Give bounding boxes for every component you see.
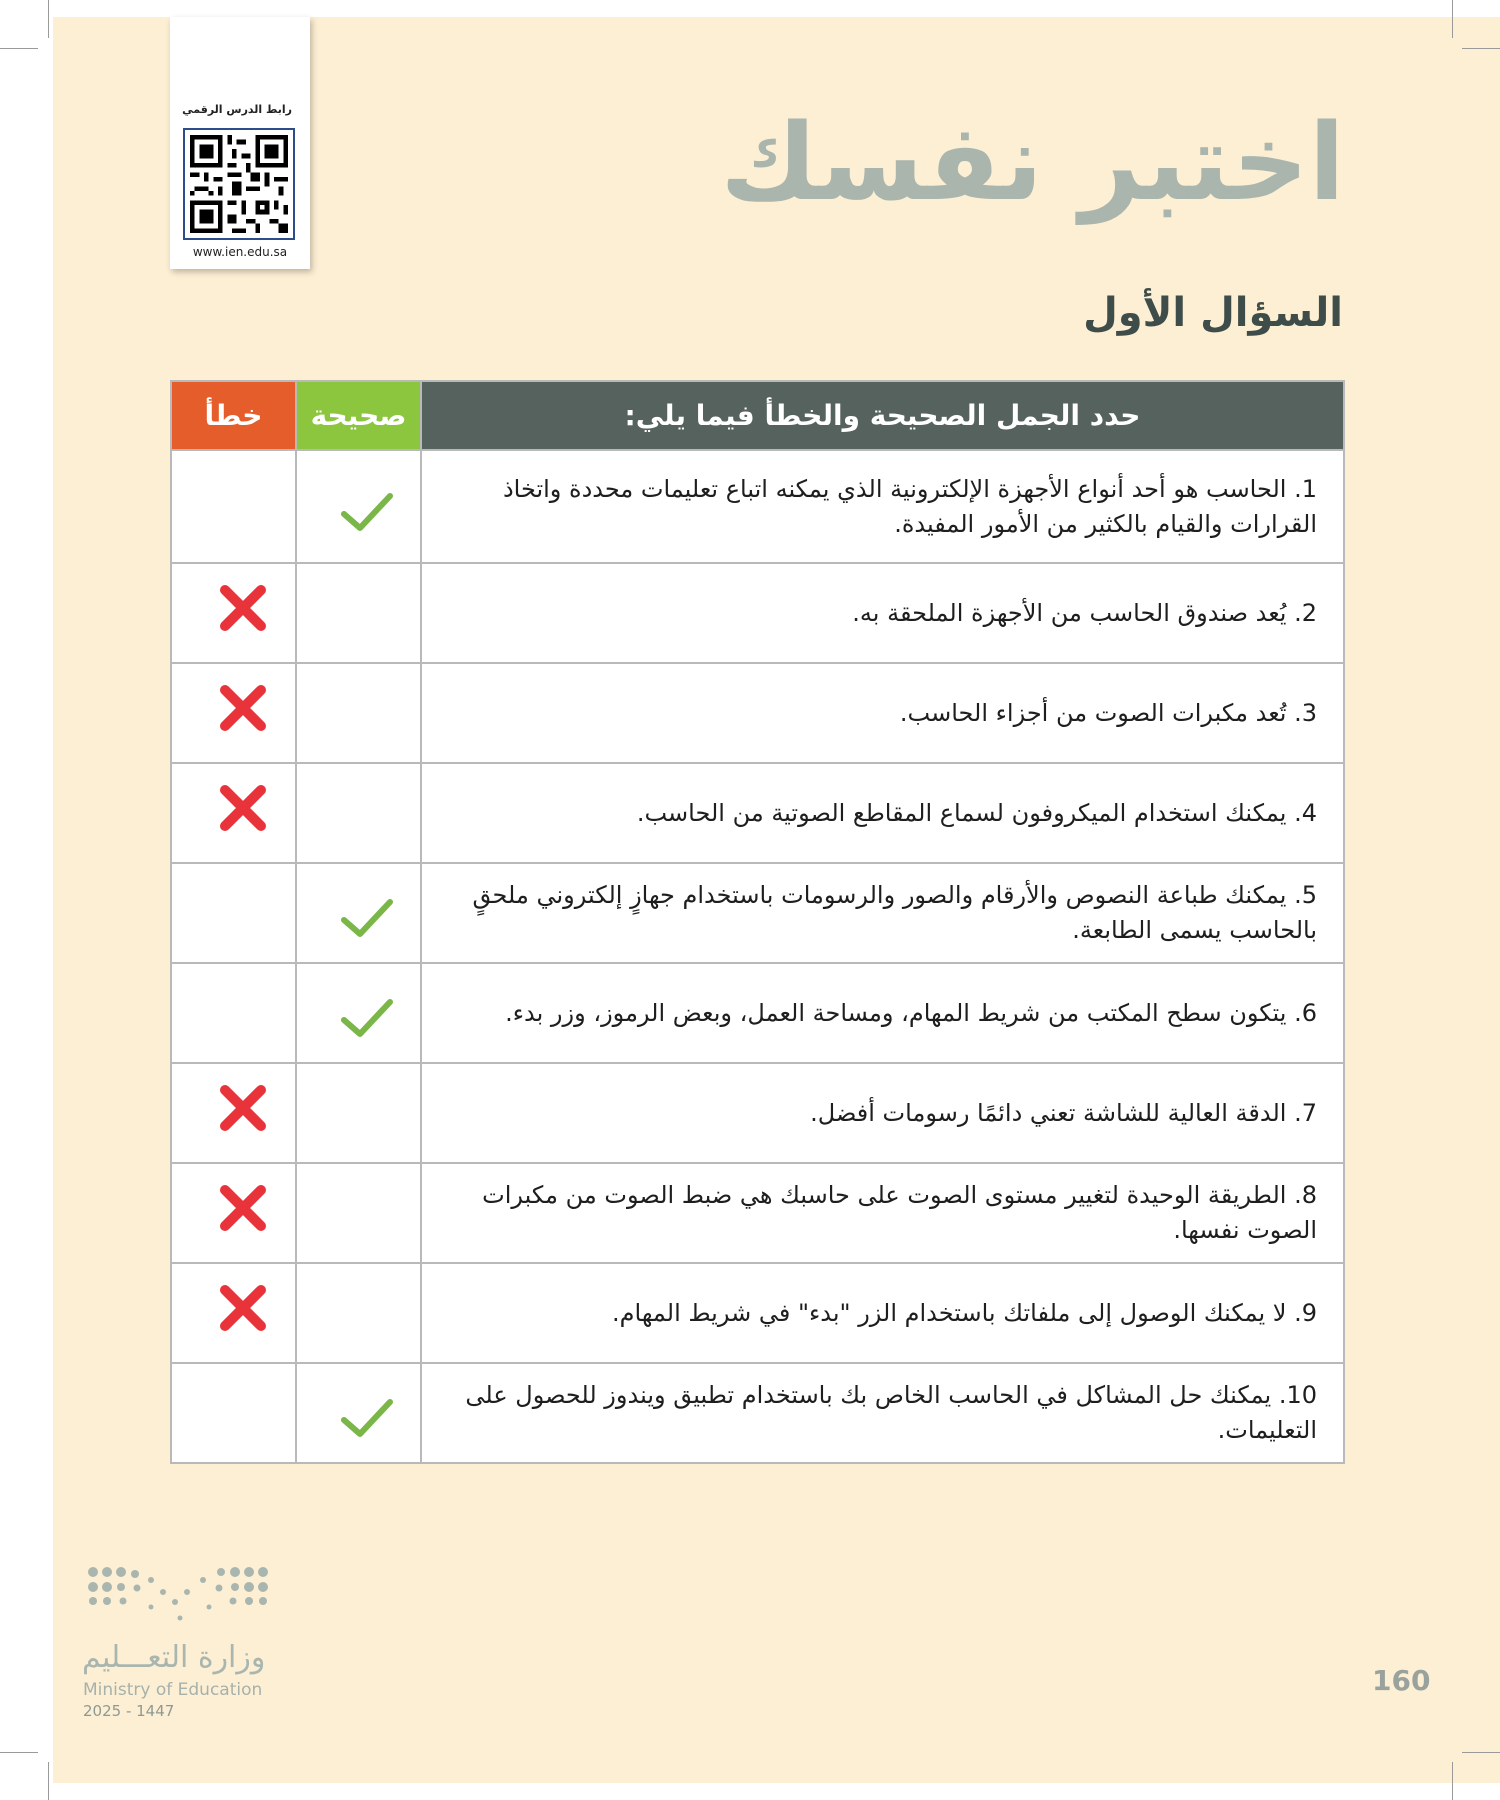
statement-text: 6. يتكون سطح المكتب من شريط المهام، ومساحة العمل، وبعض الرموز، وزر بدء. [421,963,1344,1063]
qr-url[interactable]: www.ien.edu.sa [192,245,288,259]
cross-icon [217,682,269,744]
false-cell[interactable] [171,1063,296,1163]
check-icon [340,1396,394,1450]
false-cell[interactable] [171,663,296,763]
ministry-logo-icon [83,1562,273,1632]
instruction-header: حدد الجمل الصحيحة والخطأ فيما يلي: [421,381,1344,450]
crop-mark [0,1752,38,1753]
table-row [171,963,1344,1063]
false-cell[interactable] [171,563,296,663]
edition-year: 2025 - 1447 [83,1702,175,1720]
table-row [171,1263,1344,1363]
table-row [171,563,1344,663]
false-cell[interactable] [171,963,296,1063]
statement-text: 5. يمكنك طباعة النصوص والأرقام والصور والرسومات باستخدام جهازٍ إلكتروني ملحقٍ بالحاسب يسمى الطابعة. [421,863,1344,963]
cross-icon [217,782,269,844]
false-cell[interactable] [171,1363,296,1463]
crop-mark [1452,1762,1453,1800]
true-cell[interactable] [296,1363,421,1463]
table-row [171,1163,1344,1263]
cross-icon [217,582,269,644]
false-column-header: خطأ [171,381,296,450]
statement-text: 7. الدقة العالية للشاشة تعني دائمًا رسومات أفضل. [421,1063,1344,1163]
true-cell[interactable] [296,763,421,863]
page-number: 160 [1372,1664,1431,1697]
false-cell[interactable] [171,863,296,963]
statement-text: 1. الحاسب هو أحد أنواع الأجهزة الإلكترونية الذي يمكنه اتباع تعليمات محددة واتخاذ القرارات والقيام بالكثير من الأمور المفيدة. [421,450,1344,563]
false-cell[interactable] [171,763,296,863]
false-cell[interactable] [171,450,296,563]
check-icon [340,490,394,544]
true-cell[interactable] [296,963,421,1063]
statement-text: 4. يمكنك استخدام الميكروفون لسماع المقاطع الصوتية من الحاسب. [421,763,1344,863]
crop-mark [0,48,38,49]
crop-mark [48,0,49,38]
table-row [171,763,1344,863]
true-cell[interactable] [296,863,421,963]
quiz-table [170,380,1345,1464]
check-icon [340,896,394,950]
true-cell[interactable] [296,450,421,563]
section-title: السؤال الأول [1083,290,1343,336]
check-icon [340,996,394,1050]
true-column-header: صحيحة [296,381,421,450]
cross-icon [217,1282,269,1344]
qr-card[interactable] [170,17,310,269]
cross-icon [217,1082,269,1144]
table-row [171,663,1344,763]
ministry-name-ar: وزارة التعـــليم [82,1640,266,1675]
table-row [171,1363,1344,1463]
statement-text: 9. لا يمكنك الوصول إلى ملفاتك باستخدام الزر "بدء" في شريط المهام. [421,1263,1344,1363]
page-title: اختبر نفسك [720,101,1345,224]
true-cell[interactable] [296,1063,421,1163]
statement-text: 2. يُعد صندوق الحاسب من الأجهزة الملحقة به. [421,563,1344,663]
crop-mark [1452,0,1453,38]
table-header-row [171,381,1344,450]
crop-mark [1462,1752,1500,1753]
crop-mark [1462,48,1500,49]
qr-code-icon[interactable] [183,128,295,240]
crop-mark [48,1762,49,1800]
ministry-name-en: Ministry of Education [83,1680,263,1700]
true-cell[interactable] [296,1263,421,1363]
false-cell[interactable] [171,1163,296,1263]
table-row [171,863,1344,963]
false-cell[interactable] [171,1263,296,1363]
true-cell[interactable] [296,563,421,663]
qr-caption: رابط الدرس الرقمي [182,103,292,116]
cross-icon [217,1182,269,1244]
statement-text: 8. الطريقة الوحيدة لتغيير مستوى الصوت على حاسبك هي ضبط الصوت من مكبرات الصوت نفسها. [421,1163,1344,1263]
statement-text: 10. يمكنك حل المشاكل في الحاسب الخاص بك باستخدام تطبيق ويندوز للحصول على التعليمات. [421,1363,1344,1463]
statement-text: 3. تُعد مكبرات الصوت من أجزاء الحاسب. [421,663,1344,763]
true-cell[interactable] [296,1163,421,1263]
quiz-rows [171,450,1344,1463]
true-cell[interactable] [296,663,421,763]
table-row [171,1063,1344,1163]
table-row [171,450,1344,563]
